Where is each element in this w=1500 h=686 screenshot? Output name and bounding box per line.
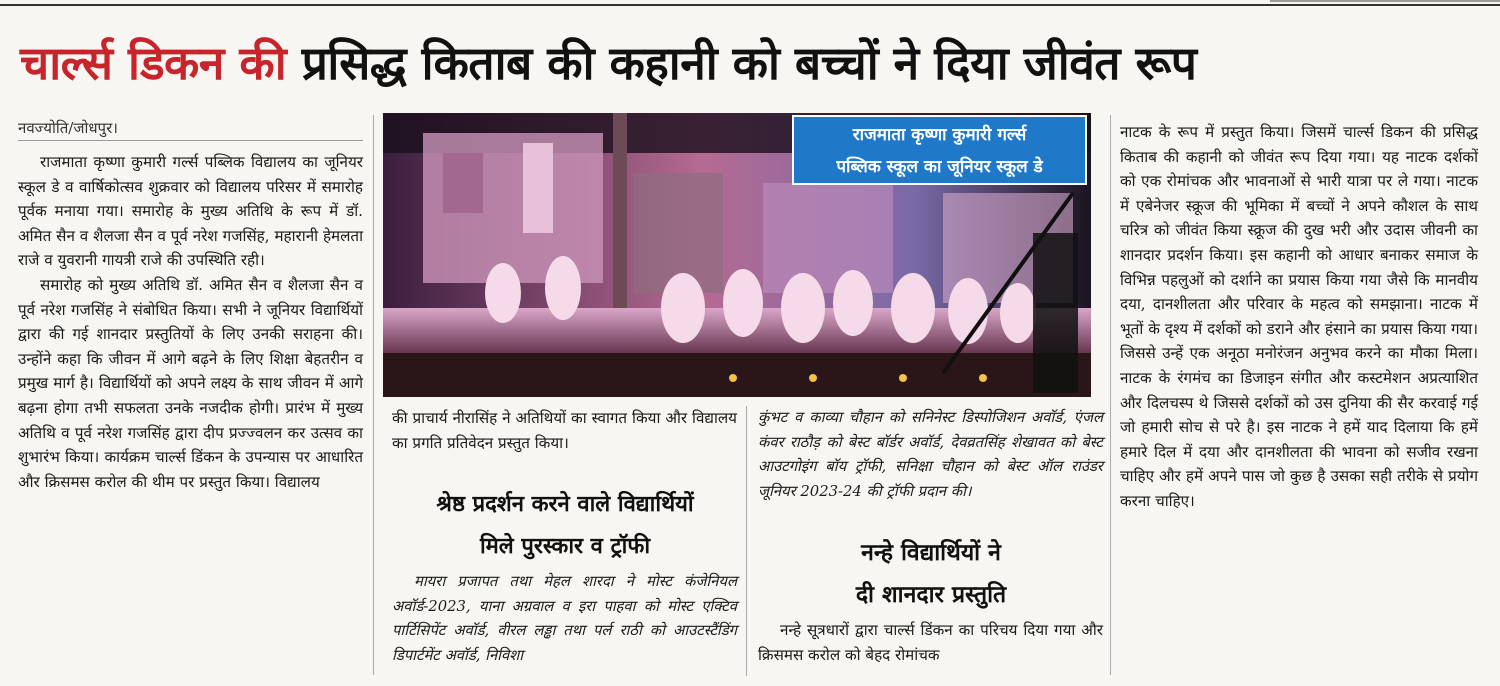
- headline-black-part: प्रसिद्ध किताब की कहानी को बच्चों ने दिया जीवंत रूप: [301, 36, 1197, 90]
- article-column-3: [758, 406, 1103, 504]
- awards-continuation: कुंभट व काव्या चौहान को सनिनेस्ट डिस्पोजिशन अवॉर्ड, एंजल कंवर राठौड़ को बेस्ट बॉर्डर अवॉर्ड, देवव्रतसिंह शेखावत को बेस्ट आउटगोइंग बॉय ट्रॉफी, सनिक्षा चौहान को बेस्ट ऑल राउंडर जूनियर 2023-24 की ट्रॉफी प्रदान की।: [758, 409, 1103, 500]
- article-column-1: [18, 150, 363, 494]
- performance-subheading-line2: दी शानदार प्रस्तुति: [855, 582, 1007, 608]
- column-divider-3: [1110, 115, 1111, 675]
- top-rule-right: [1270, 0, 1500, 2]
- column-divider-2: [746, 406, 747, 676]
- article-column-2: [392, 406, 737, 455]
- performance-subheading: [756, 532, 1106, 616]
- dateline: नवज्योति/जोधपुर।: [18, 118, 363, 141]
- top-rule: [0, 4, 1500, 6]
- awards-subheading-line2: मिले पुरस्कार व ट्रॉफी: [479, 534, 651, 559]
- performance-paragraph: [758, 618, 1103, 667]
- photo-caption-box: [792, 115, 1087, 185]
- awards-text: मायरा प्रजापत तथा मेहल शारदा ने मोस्ट कंजेनियल अवॉर्ड-2023, याना अग्रवाल व इरा पाहवा को मोस्ट एक्टिव पार्टिसिपेंट अवॉर्ड, वीरल लड्ढा तथा पर्ल राठी को आउटस्टैंडिंग डिपार्टमेंट अवॉर्ड, निविशा: [392, 573, 737, 664]
- article-column-4: [1120, 120, 1478, 514]
- photo-caption-line2: पब्लिक स्कूल का जूनियर स्कूल डे: [836, 157, 1043, 177]
- column1-paragraph-1: राजमाता कृष्णा कुमारी गर्ल्स पब्लिक विद्यालय का जूनियर स्कूल डे व वार्षिकोत्सव शुक्रवार को विद्यालय परिसर में समारोह पूर्वक मनाया गया। समारोह के मुख्य अतिथि के रूप में डॉ. अमित सैन व शैलजा सैन व पूर्व नरेश गजसिंह, महारानी हेमलता राजे व युवरानी गायत्री राजे की उपस्थिति रही।: [18, 153, 363, 270]
- column2-continuation: की प्राचार्य नीरासिंह ने अतिथियों का स्वागत किया और विद्यालय का प्रगति प्रतिवेदन प्रस्तुत किया।: [392, 409, 737, 452]
- awards-paragraph: [392, 570, 737, 668]
- headline: [20, 28, 1490, 98]
- performance-text: नन्हे सूत्रधारों द्वारा चार्ल्स डिंकन का परिचय दिया गया और क्रिसमस करोल को बेहद रोमांचक: [758, 621, 1103, 664]
- column1-paragraph-2: समारोह को मुख्य अतिथि डॉ. अमित सैन व शैलजा सैन व पूर्व नरेश गजसिंह ने संबोधित किया। सभी ने जूनियर विद्यार्थियों द्वारा की गई शानदार प्रस्तुतियों के लिए उनकी सराहना की। उन्होंने कहा कि जीवन में आगे बढ़ने के लिए शिक्षा बेहतरीन व प्रमुख मार्ग है। विद्यार्थियों को अपने लक्ष्य के साथ जीवन में आगे बढ़ना होगा तभी सफलता उनके नजदीक होगी। प्रारंभ में मुख्य अतिथि व पूर्व नरेश गजसिंह द्वारा दीप प्रज्ज्वलन कर उत्सव का शुभारंभ किया। कार्यक्रम चार्ल्स डिंकन के उपन्यास पर आधारित और क्रिसमस करोल की थीम पर प्रस्तुत किया। विद्यालय: [18, 275, 363, 491]
- awards-subheading: [390, 484, 740, 568]
- column4-paragraph: नाटक के रूप में प्रस्तुत किया। जिसमें चार्ल्स डिकन की प्रसिद्ध किताब की कहानी को जीवंत रूप दिया गया। यह नाटक दर्शकों को एक रोमांचक और भावनाओं से भारी यात्रा पर ले गया। नाटक में एबेनेजर स्क्रूज की भूमिका में बच्चों ने अपने कौशल के साथ चरित्र को जीवंत किया स्क्रूज की दुख भरी और उदास जीवनी का शानदार प्रदर्शन किया। इस कहानी को आधार बनाकर समाज के विभिन्न पहलुओं को दर्शाने का प्रयास किया गया जैसे कि मानवीय दया, दानशीलता और परिवार के महत्व को समझाना। नाटक में भूतों के दृश्य में दर्शकों को डराने और हंसाने का प्रयास किया गया। जिससे उन्हें एक अनूठा मनोरंजन अनुभव करने का मौका मिला। नाटक के रंगमंच का डिजाइन संगीत और कस्टमेशन अप्रत्याशित और दिलचस्प थे जिससे दर्शकों को उस दुनिया की सैर करवाई गई जो हमारी सोच से परे है। इस नाटक ने हमें याद दिलाया कि हमें हमारे दिल में दया और दानशीलता की भावना को सजीव रखना चाहिए और हमें अपने पास जो कुछ है उसका सही तरीके से प्रयोग करना चाहिए।: [1120, 123, 1478, 510]
- headline-red-part: चार्ल्स डिकन की: [20, 36, 287, 90]
- photo-caption-line1: राजमाता कृष्णा कुमारी गर्ल्स: [852, 125, 1027, 145]
- awards-subheading-line1: श्रेष्ठ प्रदर्शन करने वाले विद्यार्थियों: [436, 492, 694, 517]
- performance-subheading-line1: नन्हे विद्यार्थियों ने: [861, 540, 1001, 566]
- column-divider-1: [373, 115, 374, 675]
